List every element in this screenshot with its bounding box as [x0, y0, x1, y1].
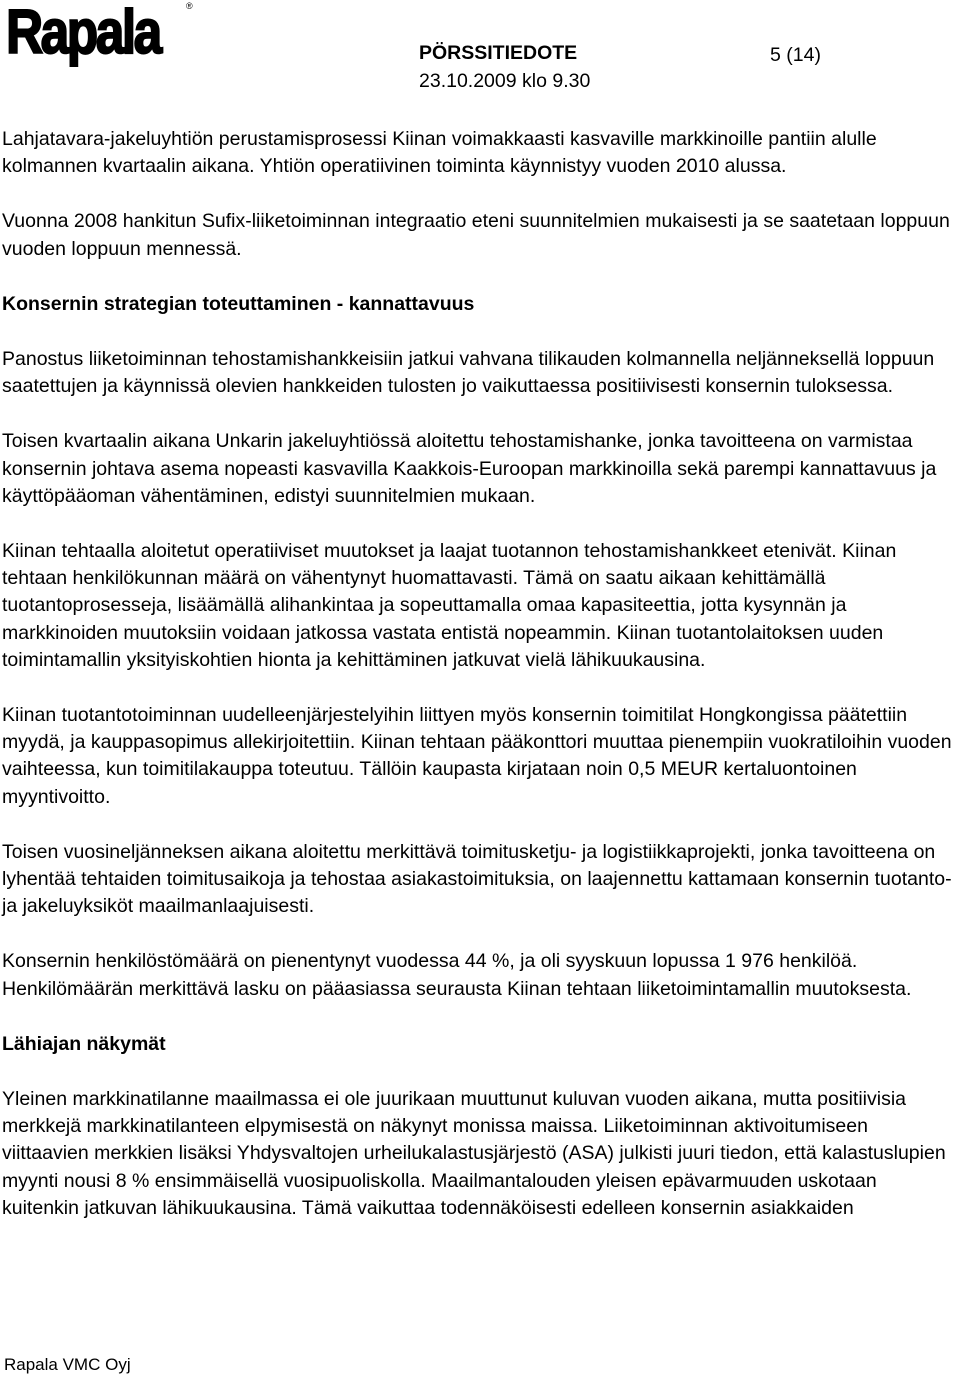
paragraph-personnel: Konsernin henkilöstömäärä on pienentynyt vuodessa 44 %, ja oli syyskuun lopussa 1 976 henkilöä. Henkilömäärän merkittävä lasku on pääasiassa seurausta Kiinan tehtaan liiketoimintamallin muutoksesta. [2, 950, 912, 1000]
paragraph-hongkong-premises: Kiinan tuotantotoiminnan uudelleenjärjestelyihin liittyen myös konsernin toimitilat Hongkongissa päätettiin myydä, ja kauppasopimus allekirjoitettiin. Kiinan tehtaan pääkonttori muuttaa pienempiin vuokratiloihin vuoden vaihteessa, kun toimitilakauppa toteutuu. Tällöin kaupasta kirjataan noin 0,5 MEUR kertaluontoinen myyntivoitto. [2, 704, 952, 808]
paragraph-efficiency-projects: Panostus liiketoiminnan tehostamishankkeisiin jatkui vahvana tilikauden kolmannella neljänneksellä loppuun saatettujen ja käynnissä olevien hankkeiden tulosten jo vaikuttaessa positiivisesti konsernin tuloksessa. [2, 348, 935, 398]
section-heading-outlook: Lähiajan näkymät [2, 1032, 166, 1055]
paragraph-hungary: Toisen kvartaalin aikana Unkarin jakeluyhtiössä aloitettu tehostamishanke, jonka tavoitteena on varmistaa konsernin johtava asema nopeasti kasvavilla Kaakkois-Euroopan markkinoilla sekä parempi kannattavuus ja käyttöpääoman vähentäminen, edistyi suunnitelmien mukaan. [2, 430, 937, 507]
document-body [2, 126, 958, 1250]
page-number: 5 (14) [770, 44, 821, 66]
logo-wordmark: Rapala [6, 0, 160, 67]
paragraph-supply-chain: Toisen vuosineljänneksen aikana aloitettu merkittävä toimitusketju- ja logistiikkaprojekti, jonka tavoitteena on lyhentää tehtaiden toimitusaikoja ja tehostaa asiakastoimituksia, on laajennettu kattamaan konsernin tuotanto- ja jakeluyksiköt maailmanlaajuisesti. [2, 840, 952, 918]
paragraph-gift-distribution: Lahjatavara-jakeluyhtiön perustamisprosessi Kiinan voimakkaasti kasvaville markkinoille pantiin alulle kolmannen kvartaalin aikana. Yhtiön operatiivinen toiminta käynnistyy vuoden 2010 alussa. [2, 128, 877, 178]
footer-company-name: Rapala VMC Oyj [4, 1355, 131, 1374]
registered-mark: ® [186, 1, 193, 11]
document-type-title: PÖRSSITIEDOTE [419, 42, 578, 64]
paragraph-market-outlook: Yleinen markkinatilanne maailmassa ei ole juurikaan muuttunut kuluvan vuoden aikana, mutta positiivisia merkkejä markkinatilanteen elpymisestä on näkynyt monissa maissa. Liiketoiminnan aktivoitumiseen viittaavien merkkien lisäksi Yhdysvaltojen urheilukalastusjärjestö (ASA) julkisti juuri tiedon, että kalastuslupien myynti nousi 8 % ensimmäisellä vuosipuoliskolla. Maailmantalouden yleisen epävarmuuden uskotaan kuitenkin jatkuvan lähikuukausina. Tämä vaikuttaa todennäköisesti edelleen konsernin asiakkaiden [2, 1088, 946, 1219]
paragraph-china-factory: Kiinan tehtaalla aloitetut operatiiviset muutokset ja laajat tuotannon tehostamishankkeet etenivät. Kiinan tehtaan henkilökunnan määrä on vähentynyt huomattavasti. Tämä on saatu aikaan kehittämällä tuotantoprosesseja, lisäämällä alihankintaa ja sopeuttamalla omaa kapasiteettia, jotta kysynnän ja markkinoiden muutoksiin voidaan jatkossa vastata entistä nopeammin. Kiinan tuotantolaitoksen uuden toimintamallin yksityiskohtien hionta ja kehittäminen jatkuvat vielä lähikuukausina. [2, 540, 897, 671]
paragraph-sufix-integration: Vuonna 2008 hankitun Sufix-liiketoiminnan integraatio eteni suunnitelmien mukaisesti ja se saatetaan loppuun vuoden loppuun mennessä. [2, 210, 950, 260]
release-date: 23.10.2009 klo 9.30 [419, 70, 591, 92]
section-heading-strategy: Konsernin strategian toteuttaminen - kannattavuus [2, 292, 475, 315]
rapala-logo [6, 0, 193, 67]
